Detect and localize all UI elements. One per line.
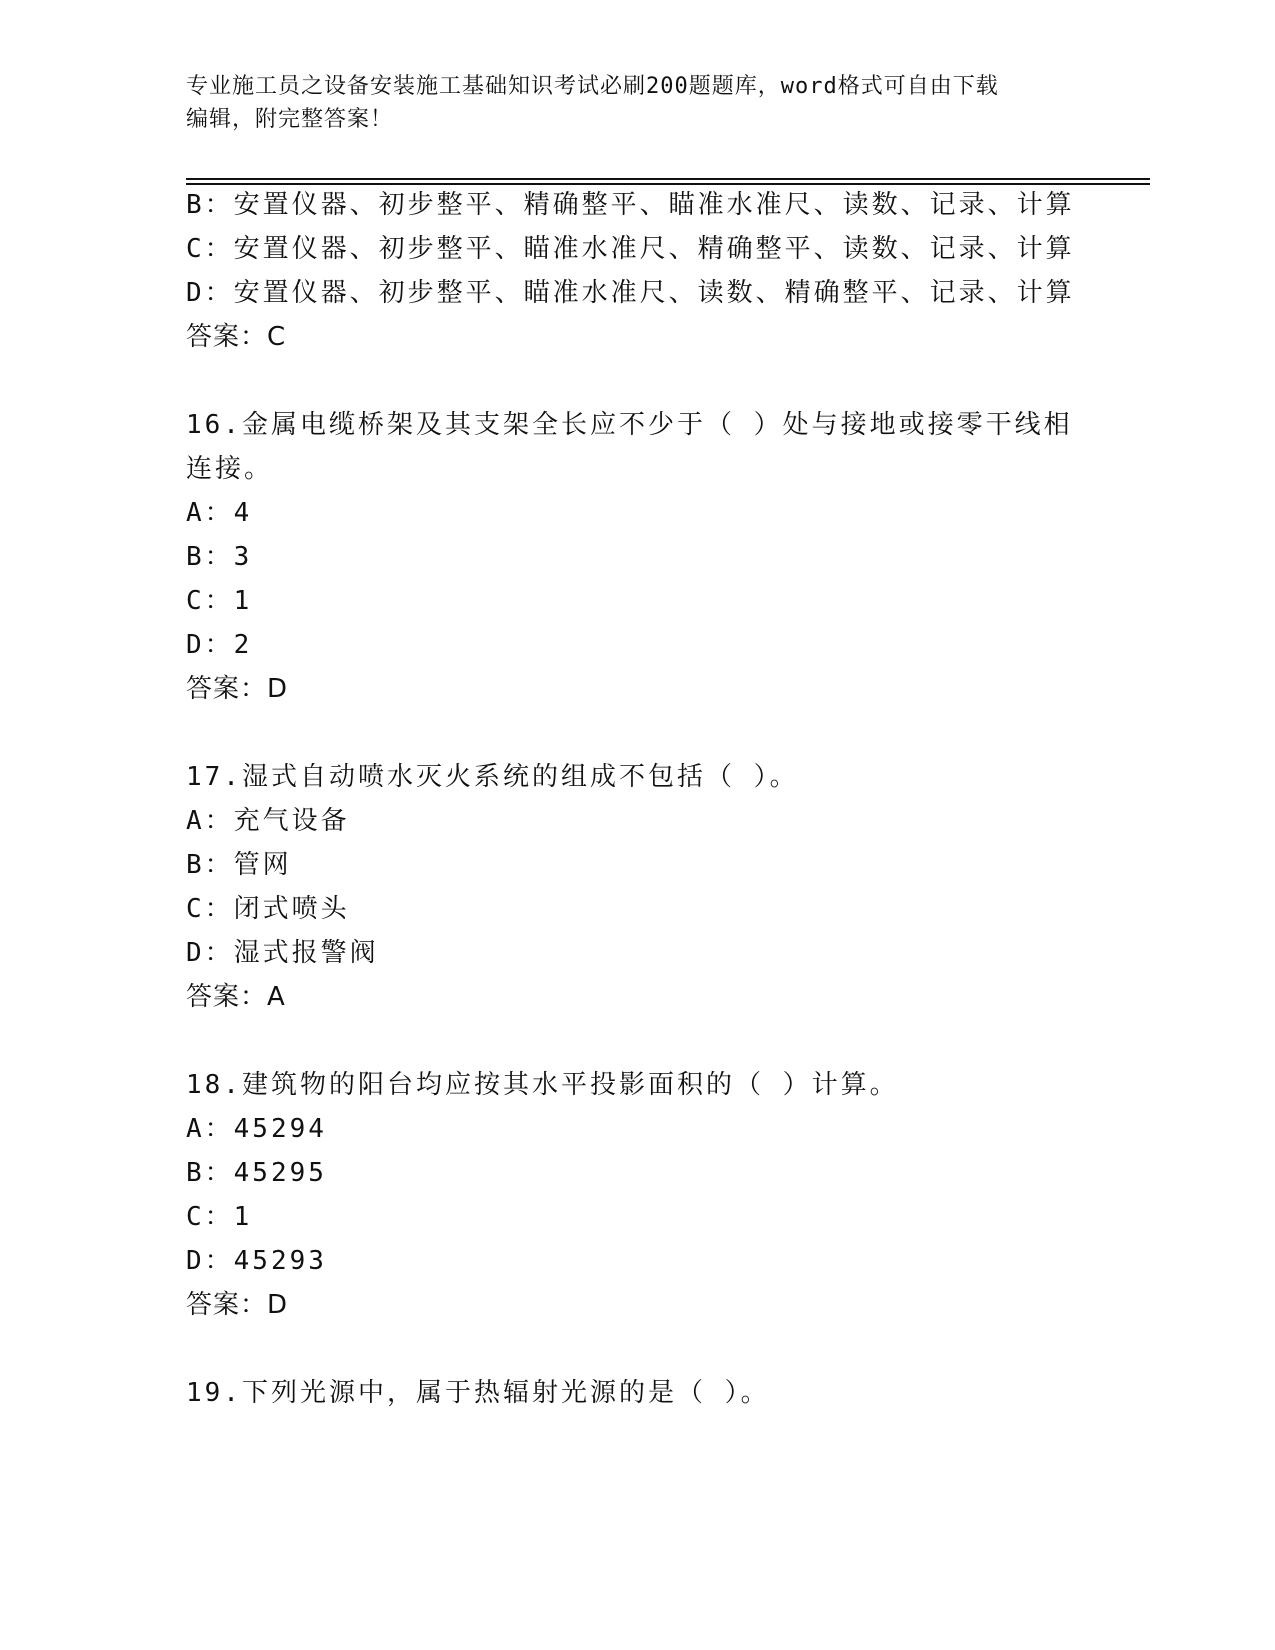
q17-option-d: D：湿式报警阀: [186, 938, 379, 968]
header-divider-bottom: [186, 183, 1150, 185]
q15-answer: 答案：C: [186, 322, 287, 352]
q16-option-b: B：3: [186, 542, 253, 572]
header-divider-top: [186, 178, 1150, 180]
q16-stem-line-2: 连接。: [186, 454, 274, 484]
q18-answer: 答案：D: [186, 1290, 289, 1320]
q15-option-d: D：安置仪器、初步整平、瞄准水准尺、读数、精确整平、记录、计算: [186, 278, 1075, 308]
q17-option-a: A：充气设备: [186, 806, 350, 836]
q16-answer: 答案：D: [186, 674, 289, 704]
q18-option-b: B：45295: [186, 1158, 327, 1188]
q15-option-b: B：安置仪器、初步整平、精确整平、瞄准水准尺、读数、记录、计算: [186, 190, 1075, 220]
q18-stem: 18.建筑物的阳台均应按其水平投影面积的（ ）计算。: [186, 1070, 899, 1100]
q18-option-c: C：1: [186, 1202, 253, 1232]
q15-option-c: C：安置仪器、初步整平、瞄准水准尺、精确整平、读数、记录、计算: [186, 234, 1075, 264]
q16-option-a: A：4: [186, 498, 253, 528]
q19-stem: 19.下列光源中，属于热辐射光源的是（ ）。: [186, 1378, 770, 1408]
q17-answer: 答案：A: [186, 982, 286, 1012]
q17-option-b: B：管网: [186, 850, 292, 880]
q17-stem: 17.湿式自动喷水灭火系统的组成不包括（ ）。: [186, 762, 799, 792]
q18-option-a: A：45294: [186, 1114, 327, 1144]
header-title-line-2: 编辑，附完整答案！: [186, 107, 394, 132]
q16-option-d: D：2: [186, 630, 253, 660]
q16-option-c: C：1: [186, 586, 253, 616]
document-header: [186, 70, 1066, 136]
q17-option-c: C：闭式喷头: [186, 894, 350, 924]
q16-stem-line-1: 16.金属电缆桥架及其支架全长应不少于（ ）处与接地或接零干线相: [186, 410, 1073, 440]
header-title-line-1: 专业施工员之设备安装施工基础知识考试必刷200题题库，word格式可自由下载: [186, 74, 999, 99]
q18-option-d: D：45293: [186, 1246, 327, 1276]
